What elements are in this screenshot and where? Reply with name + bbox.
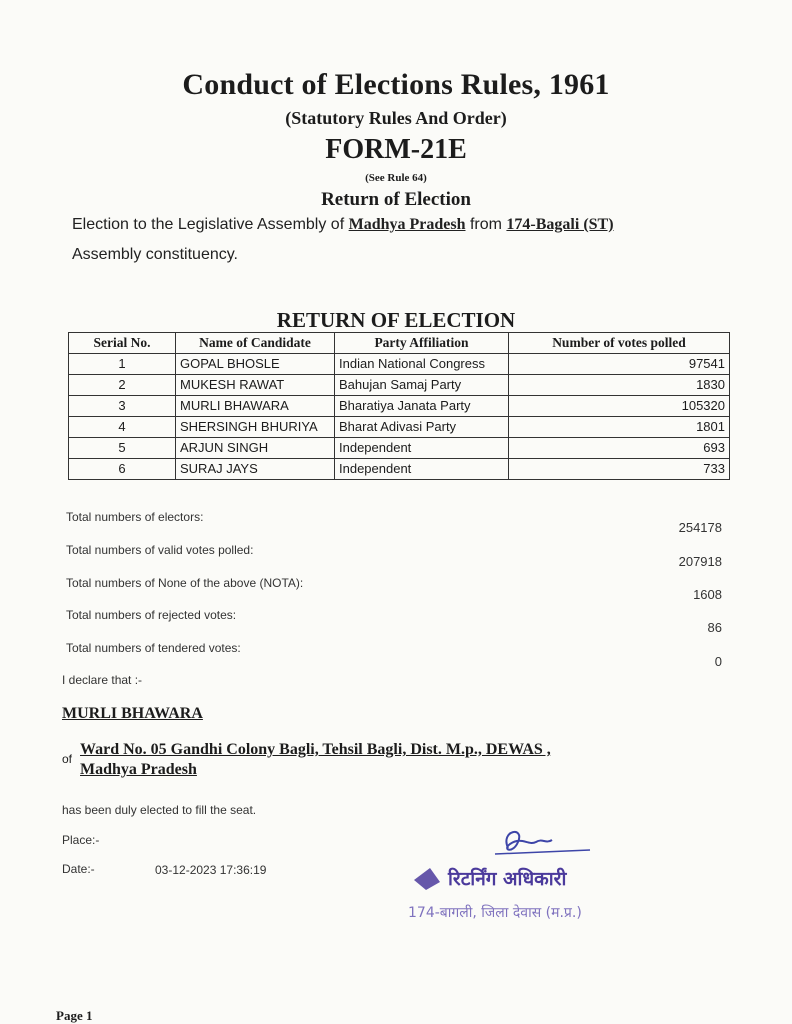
table-row — [69, 396, 730, 417]
intro-from: from — [469, 216, 502, 233]
valid-votes-label: Total numbers of valid votes polled: — [66, 543, 254, 557]
cell-serial: 1 — [69, 354, 176, 375]
elected-text: has been duly elected to fill the seat. — [62, 803, 257, 817]
nota-label: Total numbers of None of the above (NOTA): — [66, 576, 304, 590]
table-header-row — [69, 333, 730, 354]
intro-suffix: Assembly constituency. — [72, 246, 238, 263]
cell-name: ARJUN SINGH — [176, 438, 335, 459]
cell-party: Independent — [335, 438, 509, 459]
cell-serial: 6 — [69, 459, 176, 480]
address-line-1: Ward No. 05 Gandhi Colony Bagli, Tehsil Bagli, Dist. M.p., DEWAS , — [80, 741, 551, 758]
winner-address — [80, 740, 720, 780]
intro-line — [72, 216, 614, 234]
rule-reference: (See Rule 64) — [365, 172, 427, 184]
seal-line-2: 174-बागली, जिला देवास (म.प्र.) — [408, 905, 582, 921]
cell-name: MURLI BHAWARA — [176, 396, 335, 417]
cell-votes: 693 — [509, 438, 730, 459]
header-serial: Serial No. — [69, 333, 176, 354]
rejected-votes-label: Total numbers of rejected votes: — [66, 608, 237, 622]
cell-party: Bharat Adivasi Party — [335, 417, 509, 438]
cell-votes: 105320 — [509, 396, 730, 417]
seal-emblem — [414, 868, 440, 890]
cell-votes: 1801 — [509, 417, 730, 438]
declare-text: I declare that :- — [62, 673, 143, 687]
nota-value: 1608 — [693, 587, 722, 602]
cell-serial: 5 — [69, 438, 176, 459]
results-table — [68, 332, 730, 480]
cell-party: Indian National Congress — [335, 354, 509, 375]
cell-party: Bahujan Samaj Party — [335, 375, 509, 396]
page-number: Page 1 — [56, 1008, 93, 1023]
cell-serial: 3 — [69, 396, 176, 417]
header-name: Name of Candidate — [176, 333, 335, 354]
cell-party: Bharatiya Janata Party — [335, 396, 509, 417]
tendered-votes-label: Total numbers of tendered votes: — [66, 641, 241, 655]
table-row — [69, 417, 730, 438]
valid-votes-value: 207918 — [678, 554, 722, 569]
header-party: Party Affiliation — [335, 333, 509, 354]
place-label: Place:- — [62, 833, 100, 847]
date-value: 03-12-2023 17:36:19 — [155, 863, 267, 877]
rejected-votes-value: 86 — [707, 620, 722, 635]
tendered-votes-value: 0 — [714, 654, 722, 669]
seal-line-1: रिटर्निंग अधिकारी — [448, 868, 567, 890]
date-label: Date:- — [62, 862, 95, 876]
cell-serial: 2 — [69, 375, 176, 396]
table-row — [69, 354, 730, 375]
returning-officer-seal — [400, 820, 640, 930]
cell-votes: 733 — [509, 459, 730, 480]
state-name: Madhya Pradesh — [348, 216, 466, 233]
cell-name: GOPAL BHOSLE — [176, 354, 335, 375]
document-title: Conduct of Elections Rules, 1961 — [182, 68, 610, 101]
cell-name: SURAJ JAYS — [176, 459, 335, 480]
winner-name: MURLI BHAWARA — [62, 705, 203, 722]
intro-prefix: Election to the Legislative Assembly of — [72, 216, 345, 233]
table-row — [69, 375, 730, 396]
form-number: FORM-21E — [325, 134, 467, 165]
electors-label: Total numbers of electors: — [66, 510, 204, 524]
cell-votes: 97541 — [509, 354, 730, 375]
table-row — [69, 438, 730, 459]
table-title: RETURN OF ELECTION — [276, 308, 516, 332]
cell-party: Independent — [335, 459, 509, 480]
document-subtitle: (Statutory Rules And Order) — [285, 108, 507, 128]
constituency-name: 174-Bagali (ST) — [506, 216, 614, 233]
cell-name: SHERSINGH BHURIYA — [176, 417, 335, 438]
header-votes: Number of votes polled — [509, 333, 730, 354]
signature-mark — [506, 832, 552, 850]
cell-votes: 1830 — [509, 375, 730, 396]
cell-name: MUKESH RAWAT — [176, 375, 335, 396]
electors-value: 254178 — [678, 520, 722, 535]
cell-serial: 4 — [69, 417, 176, 438]
table-row — [69, 459, 730, 480]
return-heading: Return of Election — [321, 189, 471, 210]
address-line-2: Madhya Pradesh — [80, 761, 197, 778]
of-label: of — [62, 752, 73, 766]
